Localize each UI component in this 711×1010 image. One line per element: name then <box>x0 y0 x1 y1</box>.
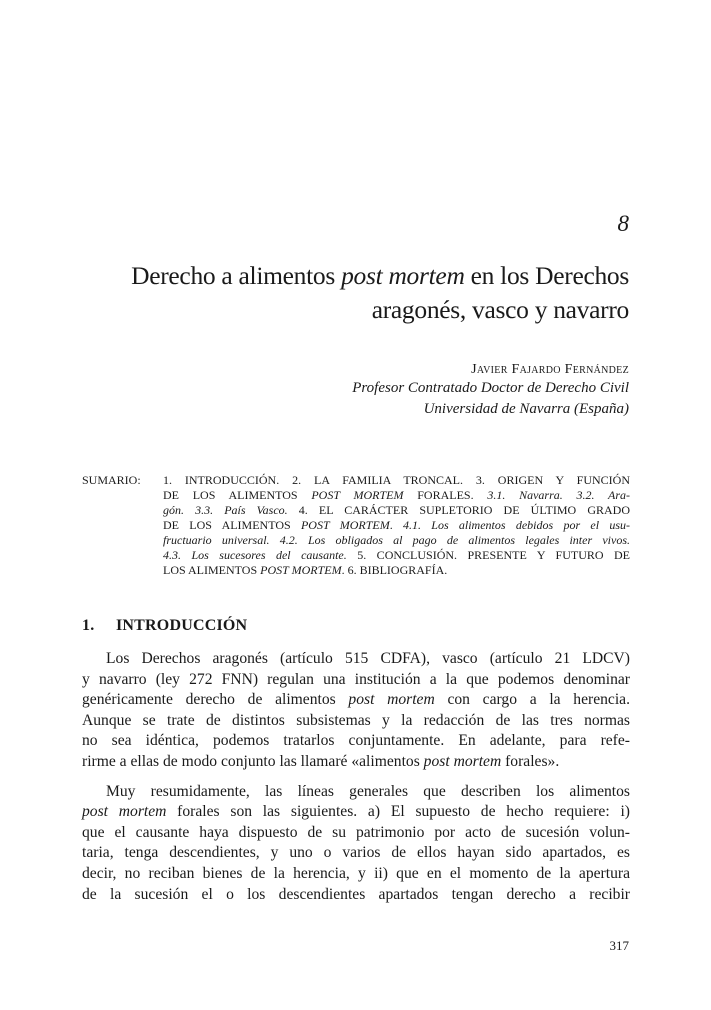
paragraph-1-line: rirme a ellas de modo conjunto las llamaré «alimentos post mortem forales». <box>82 752 560 770</box>
paragraph-1-line: Los Derechos aragonés (artículo 515 CDFA), vasco (artículo 21 LDCV) <box>106 650 630 667</box>
paragraph-1-line: genéricamente derecho de alimentos post mortem con cargo a la herencia. <box>82 691 630 709</box>
summary-label: SUMARIO: <box>82 473 141 487</box>
paragraph-1-line: y navarro (ley 272 FNN) regulan una institución a la que podemos denominar <box>82 670 630 688</box>
paragraph-2-line: que el causante haya dispuesto de su patrimonio por acto de sucesión volun- <box>82 823 630 841</box>
paragraph-1-line: no sea idéntica, podemos tratarlos conjuntamente. En adelante, para refe- <box>82 732 630 750</box>
summary-text <box>163 473 630 578</box>
paragraph-2-line: Muy resumidamente, las líneas generales que describen los alimentos <box>106 782 630 800</box>
paragraph-2-line: taria, tenga descendientes, y uno o varios de ellos hayan sido apartados, es <box>82 844 630 862</box>
summary-line: gón. 3.3. País Vasco. 4. EL CARÁCTER SUPLETORIO DE ÚLTIMO GRADO <box>163 503 630 517</box>
paragraph-2-line: decir, no reciban bienes de la herencia, y ii) que en el momento de la apertura <box>82 864 630 882</box>
summary-line: 4.3. Los sucesores del causante. 5. CONCLUSIÓN. PRESENTE Y FUTURO DE <box>163 548 631 562</box>
author-position: Profesor Contratado Doctor de Derecho Civil <box>352 380 629 396</box>
paragraph-1-line: Aunque se trate de distintos subsistemas y la redacción de las tres normas <box>82 711 630 729</box>
chapter-title <box>69 259 629 327</box>
title-italic: post mortem <box>341 261 465 290</box>
paragraph-2-line: post mortem forales son las siguientes. a) El supuesto de hecho requiere: i) <box>82 803 630 821</box>
author-block <box>352 362 629 420</box>
paragraph-2-line: de la sucesión el o los descendientes apartados tengan derecho a recibir <box>82 885 630 903</box>
summary-line: LOS ALIMENTOS POST MORTEM. 6. BIBLIOGRAFÍA. <box>163 563 448 577</box>
summary-line: DE LOS ALIMENTOS POST MORTEM. 4.1. Los alimentos debidos por el usu- <box>163 518 630 532</box>
author-name: Javier Fajardo Fernández <box>471 362 629 377</box>
summary-block <box>82 473 630 578</box>
chapter-number: 8 <box>617 211 629 236</box>
page-number: 317 <box>609 938 629 953</box>
author-institution: Universidad de Navarra (España) <box>423 401 629 417</box>
section-heading <box>82 617 247 635</box>
summary-line: DE LOS ALIMENTOS POST MORTEM FORALES. 3.1. Navarra. 3.2. Ara- <box>163 488 631 502</box>
summary-line: 1. INTRODUCCIÓN. 2. LA FAMILIA TRONCAL. 3. ORIGEN Y FUNCIÓN <box>163 473 630 487</box>
section-number: 1. <box>82 617 95 634</box>
title-line-1: Derecho a alimentos post mortem en los Derechos <box>131 261 629 290</box>
summary-line: fructuario universal. 4.2. Los obligados al pago de alimentos legales inter vivos. <box>163 533 630 547</box>
title-line-2: aragonés, vasco y navarro <box>371 295 629 324</box>
body-text <box>82 649 630 905</box>
section-title: INTRODUCCIÓN <box>116 617 248 634</box>
